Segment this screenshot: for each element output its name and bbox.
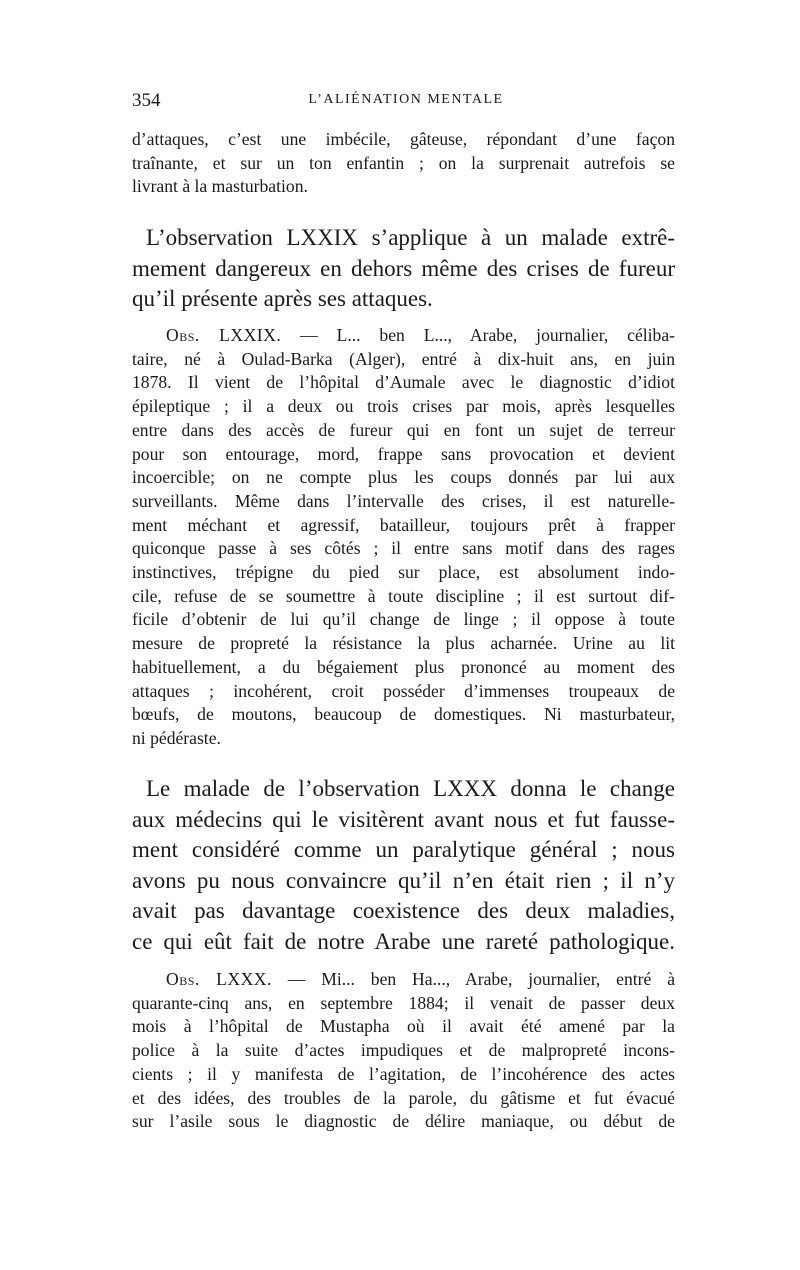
text-line: 1878. Il vient de l’hôpital d’Aumale avec le diagnostic d’idiot (132, 372, 675, 393)
text-line: instinctives, trépigne du pied sur place, est absolument indo- (132, 562, 675, 583)
text-line: quiconque passe à ses côtés ; il entre sans motif dans des rages (132, 538, 675, 559)
text-line: ce qui eût fait de notre Arabe une rareté pathologique. (132, 928, 675, 954)
text-line: surveillants. Même dans l’intervalle des crises, il est naturelle- (132, 490, 675, 511)
text-line: police à la suite d’actes impudiques et de malpropreté incons- (132, 1040, 675, 1061)
observation-label: Obs. LXXIX. (166, 325, 282, 345)
text-line: attaques ; incohérent, croit posséder d’immenses troupeaux de (132, 680, 675, 701)
running-head (132, 90, 680, 116)
text-line: ment méchant et agressif, batailleur, toujours prêt à frapper (132, 514, 675, 535)
paragraph-observation-79-intro (132, 223, 675, 315)
paragraph-observation-80-intro (132, 774, 675, 957)
text-line: mement dangereux en dehors même des crises de fureur (132, 255, 675, 281)
text-line: avait pas davantage coexistence des deux maladies, (132, 898, 675, 923)
text-line (132, 968, 675, 992)
text-line (132, 324, 675, 348)
text-line: livrant à la masturbation. (132, 176, 308, 197)
text-line: cients ; il y manifesta de l’agitation, de l’incohérence des actes (132, 1063, 675, 1084)
text-line: quarante-cinq ans, en septembre 1884; il venait de passer deux (132, 992, 675, 1013)
text-line: incoercible; on ne compte plus les coups donnés par lui aux (132, 467, 675, 488)
page-number: 354 (132, 90, 161, 111)
text-line: épileptique ; il a deux ou trois crises par mois, après lesquelles (132, 396, 675, 417)
observation-80 (132, 968, 675, 1134)
text-line: aux médecins qui le visitèrent avant nous et fut fausse- (132, 806, 675, 832)
text-line: qu’il présente après ses attaques. (132, 286, 433, 311)
text-line: d’attaques, c’est une imbécile, gâteuse, répondant d’une façon (132, 129, 675, 149)
text-line: bœufs, de moutons, beaucoup de domestiques. Ni masturbateur, (132, 704, 675, 725)
observation-label: Obs. LXXX. (166, 969, 272, 989)
text-line: mesure de propreté la résistance la plus acharnée. Urine au lit (132, 633, 675, 654)
text-fragment: — Mi... ben Ha..., Arabe, journalier, entré à (271, 969, 675, 989)
observation-79 (132, 324, 675, 751)
text-line: L’observation LXXIX s’applique à un malade extrê- (146, 225, 675, 250)
text-line: entre dans des accès de fureur qui en font un sujet de terreur (132, 419, 675, 440)
paragraph-case-end (132, 128, 675, 199)
text-line: avons pu nous convaincre qu’il n’en était rien ; il n’y (132, 867, 675, 893)
text-line: ni pédéraste. (132, 727, 221, 748)
text-line: ment considéré comme un paralytique général ; nous (132, 837, 675, 862)
text-fragment: — L... ben L..., Arabe, journalier, céliba- (281, 325, 675, 345)
text-line: cile, refuse de se soumettre à toute discipline ; il est surtout dif- (132, 585, 675, 606)
text-line: habituellement, a du bégaiement plus prononcé au moment des (132, 656, 675, 677)
text-line: ficile d’obtenir de lui qu’il change de linge ; il oppose à toute (132, 609, 675, 630)
running-title: L’ALIÉNATION MENTALE (308, 92, 504, 107)
text-line: Le malade de l’observation LXXX donna le change (146, 776, 675, 801)
text-line: traînante, et sur un ton enfantin ; on la surprenait autrefois se (132, 152, 675, 173)
text-line: taire, né à Oulad-Barka (Alger), entré à dix-huit ans, en juin (132, 348, 675, 369)
text-line: pour son entourage, mord, frappe sans provocation et devient (132, 443, 675, 464)
text-line: sur l’asile sous le diagnostic de délire maniaque, ou début de (132, 1111, 675, 1132)
text-line: et des idées, des troubles de la parole, du gâtisme et fut évacué (132, 1087, 675, 1108)
text-line: mois à l’hôpital de Mustapha où il avait été amené par la (132, 1016, 675, 1037)
